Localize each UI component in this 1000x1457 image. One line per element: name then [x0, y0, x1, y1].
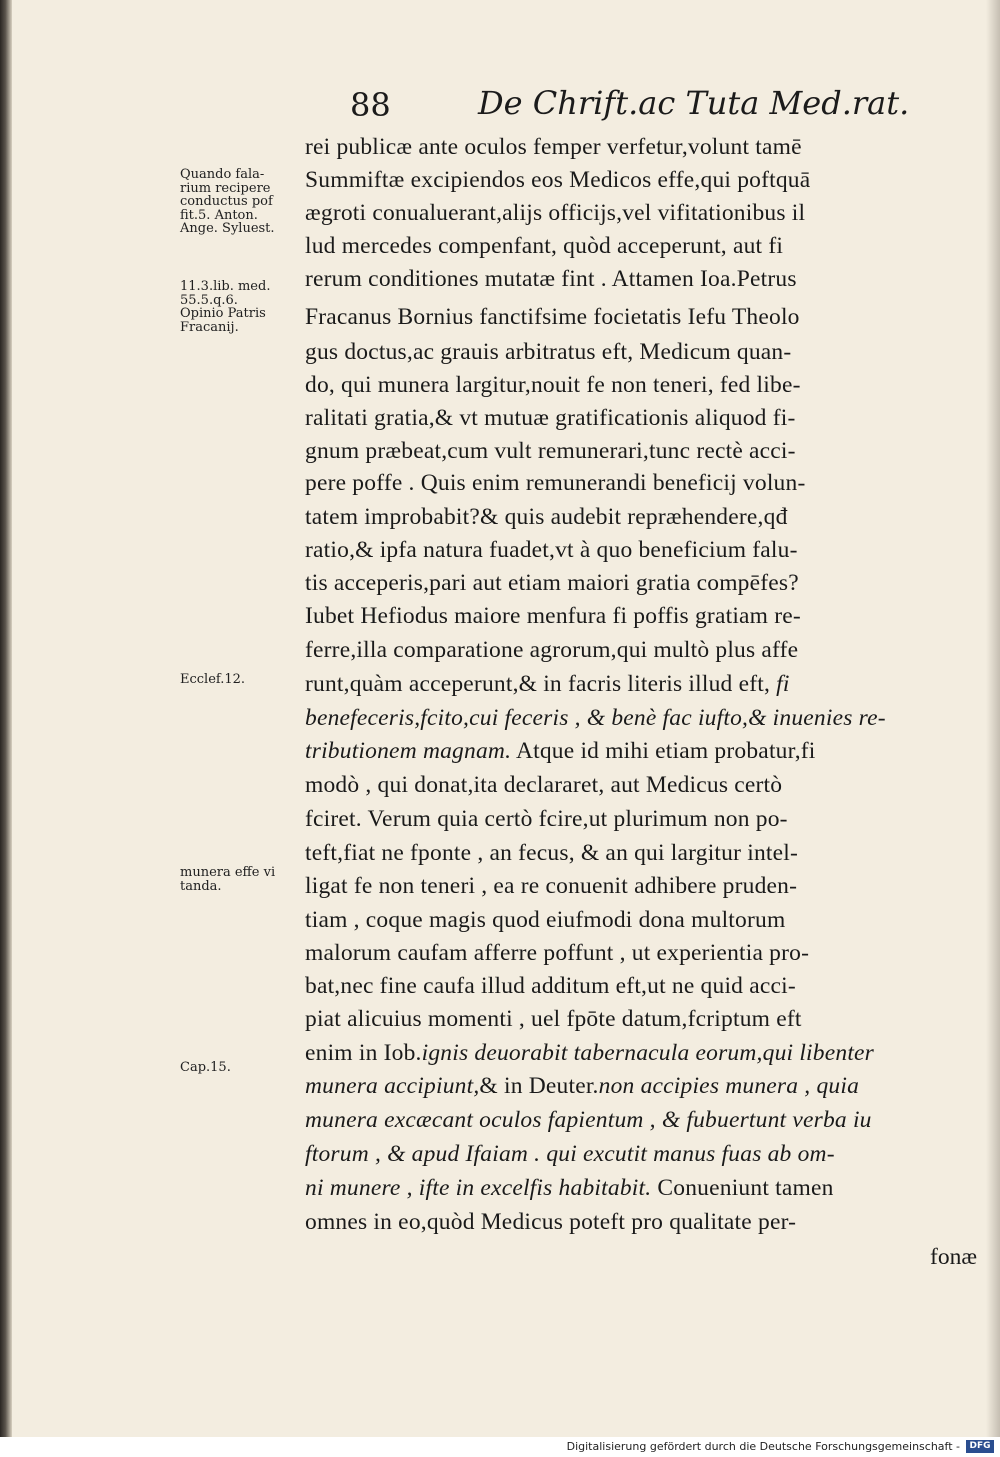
text-line — [305, 1036, 975, 1070]
footer-credit: Digitalisierung gefördert durch die Deutsche Forschungsgemeinschaft - — [566, 1440, 960, 1453]
text-line: Fracanus Bornius fanctifsime focietatis Iefu Theolo — [305, 304, 800, 330]
text-line-italic: benefeceris,fcito,cui feceris , & benè fac iufto,& inuenies re- — [305, 705, 886, 731]
text-line: tatem improbabit?& quis audebit repræhendere,qđ — [305, 504, 788, 530]
text-line: ægroti conualuerant,alijs officijs,vel vifitationibus il — [305, 200, 806, 226]
text-segment-italic: ignis deuorabit tabernacula eorum,qui libenter — [421, 1040, 875, 1066]
text-segment-italic: non accipies munera , quia — [598, 1073, 860, 1099]
text-line — [305, 1137, 975, 1171]
text-line-italic: munera excæcant oculos fapientum , & fubuertunt verba iu — [305, 1107, 872, 1133]
text-segment-italic: ni munere , ifte in excelfis habitabit. — [305, 1175, 652, 1201]
margin-notes — [0, 0, 300, 1437]
text-line: do, qui munera largitur,nouit fe non teneri, fed libe- — [305, 372, 801, 398]
text-line: teft,fiat ne fponte , an fecus, & an qui largitur intel- — [305, 840, 799, 866]
text-line — [305, 1171, 975, 1205]
margin-note: Quando fala- rium recipere conductus pof fit.5. Anton. Ange. Syluest. — [180, 167, 275, 236]
margin-note: Ecclef.12. — [180, 672, 246, 687]
text-line: ferre,illa comparatione agrorum,qui multò plus affe — [305, 637, 799, 663]
text-segment: Atque id mihi etiam probatur,fi — [515, 738, 816, 764]
text-line: bat,nec fine caufa illud additum eft,ut ne quid acci- — [305, 973, 796, 999]
text-line: fciret. Verum quia certò fcire,ut plurimum non po- — [305, 806, 788, 832]
margin-note: 11.3.lib. med. 55.5.q.6. Opinio Patris Fracanij. — [180, 279, 271, 335]
text-line: omnes in eo,quòd Medicus poteft pro qualitate per- — [305, 1209, 797, 1235]
text-line: malorum caufam afferre poffunt , ut experientia pro- — [305, 940, 810, 966]
text-line: tiam , coque magis quod eiufmodi dona multorum — [305, 907, 786, 933]
text-line: Iubet Hefiodus maiore menfura fi poffis gratiam re- — [305, 603, 801, 629]
text-segment-italic: fi — [776, 671, 790, 697]
text-line — [305, 667, 975, 701]
body-text — [305, 0, 990, 1437]
running-title: De Chrift.ac Tuta Med.rat. — [478, 84, 910, 122]
text-line: rei publicæ ante oculos femper verfetur,volunt tamē — [305, 134, 802, 160]
text-line: Summiftæ excipiendos eos Medicos effe,qui poftquā — [305, 167, 811, 193]
text-line: tis acceperis,pari aut etiam maiori gratia compēfes? — [305, 570, 799, 596]
text-line: ralitati gratia,& vt mutuæ gratificationis aliquod fi- — [305, 405, 796, 431]
text-segment: Conueniunt tamen — [657, 1175, 834, 1201]
text-line — [305, 734, 975, 768]
catchword: fonæ — [930, 1244, 977, 1270]
digitization-footer — [0, 1437, 1000, 1457]
text-line: modò , qui donat,ita declararet, aut Medicus certò — [305, 772, 783, 798]
text-line: lud mercedes compenfant, quòd acceperunt, aut fi — [305, 233, 784, 259]
text-segment-italic: ftorum , & apud Ifaiam . — [305, 1141, 541, 1167]
text-line: pere poffe . Quis enim remunerandi beneficij volun- — [305, 470, 806, 496]
text-segment-italic: tributionem magnam. — [305, 738, 512, 764]
text-segment-italic: munera accipiunt, — [305, 1073, 480, 1099]
text-line — [305, 1069, 975, 1103]
text-line: gus doctus,ac grauis arbitratus eft, Medicum quan- — [305, 339, 792, 365]
text-segment: & in Deuter. — [479, 1073, 599, 1099]
margin-note: Cap.15. — [180, 1060, 231, 1075]
text-segment: enim in Iob. — [305, 1040, 422, 1066]
text-line: piat alicuius momenti , uel fpōte datum,fcriptum eft — [305, 1006, 802, 1032]
text-line: rerum conditiones mutatæ fint . Attamen Ioa.Petrus — [305, 266, 797, 292]
text-segment-italic: qui excutit manus fuas ab om- — [546, 1141, 835, 1167]
dfg-logo: DFG — [966, 1440, 994, 1453]
page-number: 88 — [350, 86, 391, 124]
margin-note: munera effe vi tanda. — [180, 865, 276, 894]
text-line: ligat fe non teneri , ea re conuenit adhibere pruden- — [305, 873, 798, 899]
text-segment: runt,quàm acceperunt,& in facris literis illud eft, — [305, 671, 771, 697]
text-line: gnum præbeat,cum vult remunerari,tunc rectè acci- — [305, 438, 796, 464]
text-line: ratio,& ipfa natura fuadet,vt à quo beneficium falu- — [305, 537, 798, 563]
